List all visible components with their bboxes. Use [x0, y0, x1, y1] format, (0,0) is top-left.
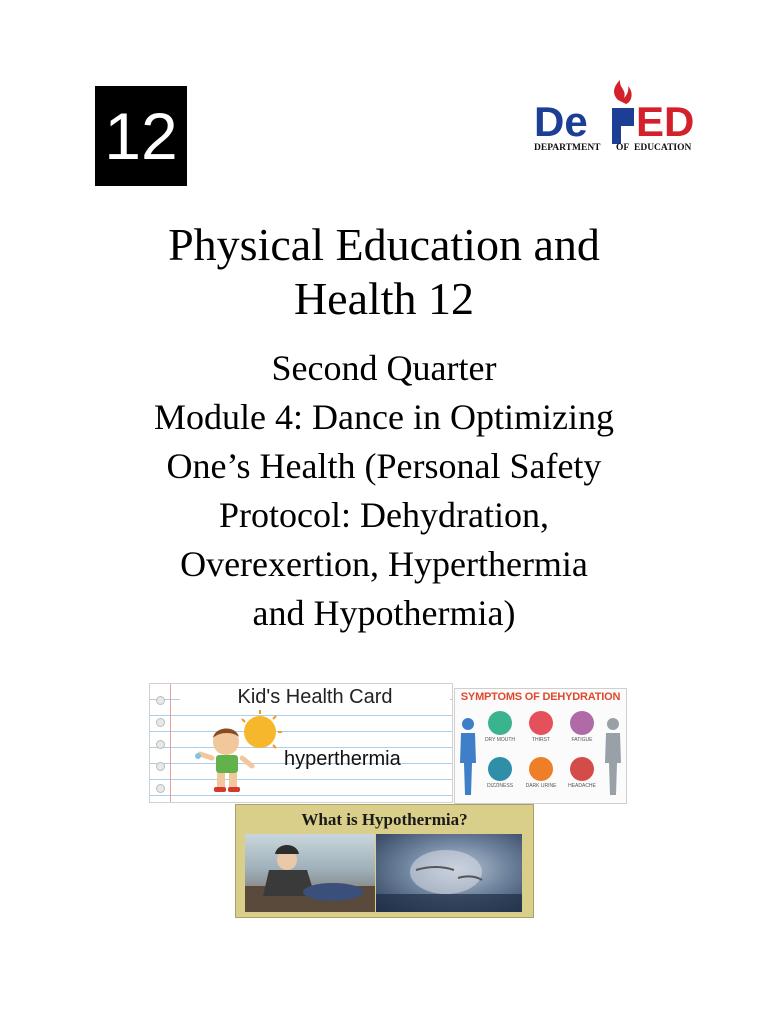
symptom-headache: HEADACHE — [562, 757, 602, 789]
head-pain-icon — [570, 757, 594, 781]
kids-card-word: hyperthermia — [284, 748, 401, 770]
logo-wordmark-left: De — [534, 98, 588, 145]
torch-flame-icon — [614, 80, 632, 104]
subtitle-line: and Hypothermia) — [252, 593, 516, 633]
dehydration-title: SYMPTOMS OF DEHYDRATION — [460, 691, 621, 703]
kids-health-card-image — [149, 683, 453, 803]
cold-water-rescue-photo — [245, 834, 375, 912]
subtitle-line: One’s Health (Personal Safety — [166, 446, 602, 486]
title-line: Physical Education and — [168, 219, 600, 270]
logo-wordmark-right: ED — [636, 98, 695, 145]
subtitle-line: Module 4: Dance in Optimizing — [154, 397, 614, 437]
subtitle-line: Protocol: Dehydration, — [219, 495, 549, 535]
symptom-dizziness: DIZZINESS — [480, 757, 520, 789]
kids-card-title: Kid's Health Card — [180, 686, 450, 709]
notebook-margin-line — [170, 684, 171, 802]
logo-tagline-right: EDUCATION — [634, 143, 692, 153]
glass-icon — [529, 711, 553, 735]
logo-tagline-mid: OF — [616, 143, 630, 153]
symptom-dry-mouth: DRY MOUTH — [480, 711, 520, 743]
frozen-face-photo — [376, 834, 522, 912]
body-figure-right-icon — [604, 717, 622, 797]
dizzy-head-icon — [488, 757, 512, 781]
grade-number: 12 — [104, 99, 178, 173]
hypothermia-image — [235, 804, 534, 918]
mouth-icon — [488, 711, 512, 735]
deped-logo — [530, 78, 710, 160]
dehydration-symptoms-image — [454, 688, 627, 804]
subtitle-line: Overexertion, Hyperthermia — [180, 544, 588, 584]
body-figure-left-icon — [459, 717, 477, 797]
module-subtitle — [40, 344, 728, 638]
symptom-thirst: THIRST — [521, 711, 561, 743]
hypothermia-title: What is Hypothermia? — [301, 810, 468, 829]
grade-badge — [95, 86, 187, 186]
hot-kid-icon — [190, 710, 285, 798]
symptom-dark-urine: DARK URINE — [521, 757, 561, 789]
module-title — [40, 218, 728, 326]
logo-tagline-left: DEPARTMENT — [534, 143, 601, 153]
subtitle-line: Second Quarter — [271, 348, 497, 388]
symptom-fatigue: FATIGUE — [562, 711, 602, 743]
title-line: Health 12 — [293, 273, 475, 324]
drop-icon — [529, 757, 553, 781]
bed-icon — [570, 711, 594, 735]
